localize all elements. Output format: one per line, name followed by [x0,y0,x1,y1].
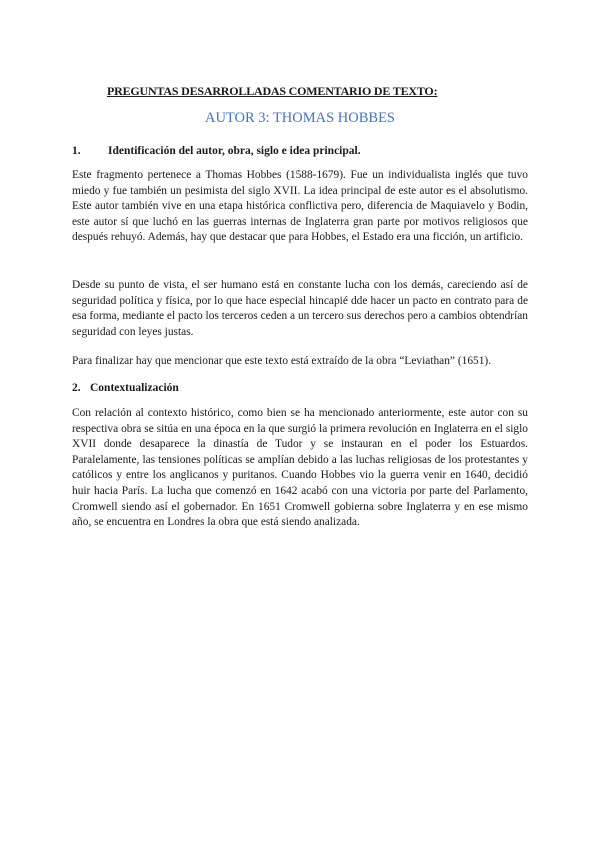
author-title: AUTOR 3: THOMAS HOBBES [204,110,395,126]
paragraph-1: Este fragmento pertenece a Thomas Hobbes (1588-1679). Fue un individualista inglés que tuvo miedo y fue también un pesimista del siglo XVII. La idea principal de este autor es el absolutismo. Este autor también vive en una etapa histórica conflictiva pero, diferencia de Maquiavelo y Bodin, este autor sí que luchó en las guerras internas de Inglaterra gran parte por motivos religiosos que después rehuyó. Además, hay que destacar que para Hobbes, el Estado era una ficción, un artificio. [72,169,528,244]
section-2-number: 2. [72,382,81,394]
paragraph-4: Con relación al contexto histórico, como bien se ha mencionado anteriormente, este autor con su respectiva obra se sitúa en una época en la que surgió la primera revolución en Inglaterra en el siglo XVII donde desaparece la dinastía de Tudor y se instauran en el poder los Estuardos. Paralelamente, las tensiones políticas se amplían debido a las luchas religiosas de los protestantes y católicos y entre los anglicanos y puritanos. Cuando Hobbes vio la guerra venir en 1640, decidió huir hacia París. La lucha que comenzó en 1642 acabó con una victoria por parte del Parlamento, Cromwell siendo así el gobernador. En 1651 Cromwell gobierna sobre Inglaterra y en ese mismo año, se encuentra en Londres la obra que está siendo analizada. [72,407,528,529]
section-2-title: Contextualización [90,382,179,394]
section-1-heading [72,145,361,157]
section-2-heading [72,382,179,394]
page-title: PREGUNTAS DESARROLLADAS COMENTARIO DE TEXTO: [107,84,438,98]
section-1-number: 1. [72,145,81,157]
paragraph-2: Desde su punto de vista, el ser humano está en constante lucha con los demás, careciendo así de seguridad política y física, por lo que hace especial hincapié dde hacer un pacto en contrato para de esa forma, mediante el pacto los terceros ceden a un tercero sus derechos pero a cambios obtendrían seguridad con leyes justas. [72,279,528,338]
paragraph-3: Para finalizar hay que mencionar que este texto está extraído de la obra “Leviathan” (1651). [72,355,492,367]
section-1-title: Identificación del autor, obra, siglo e idea principal. [108,145,361,157]
